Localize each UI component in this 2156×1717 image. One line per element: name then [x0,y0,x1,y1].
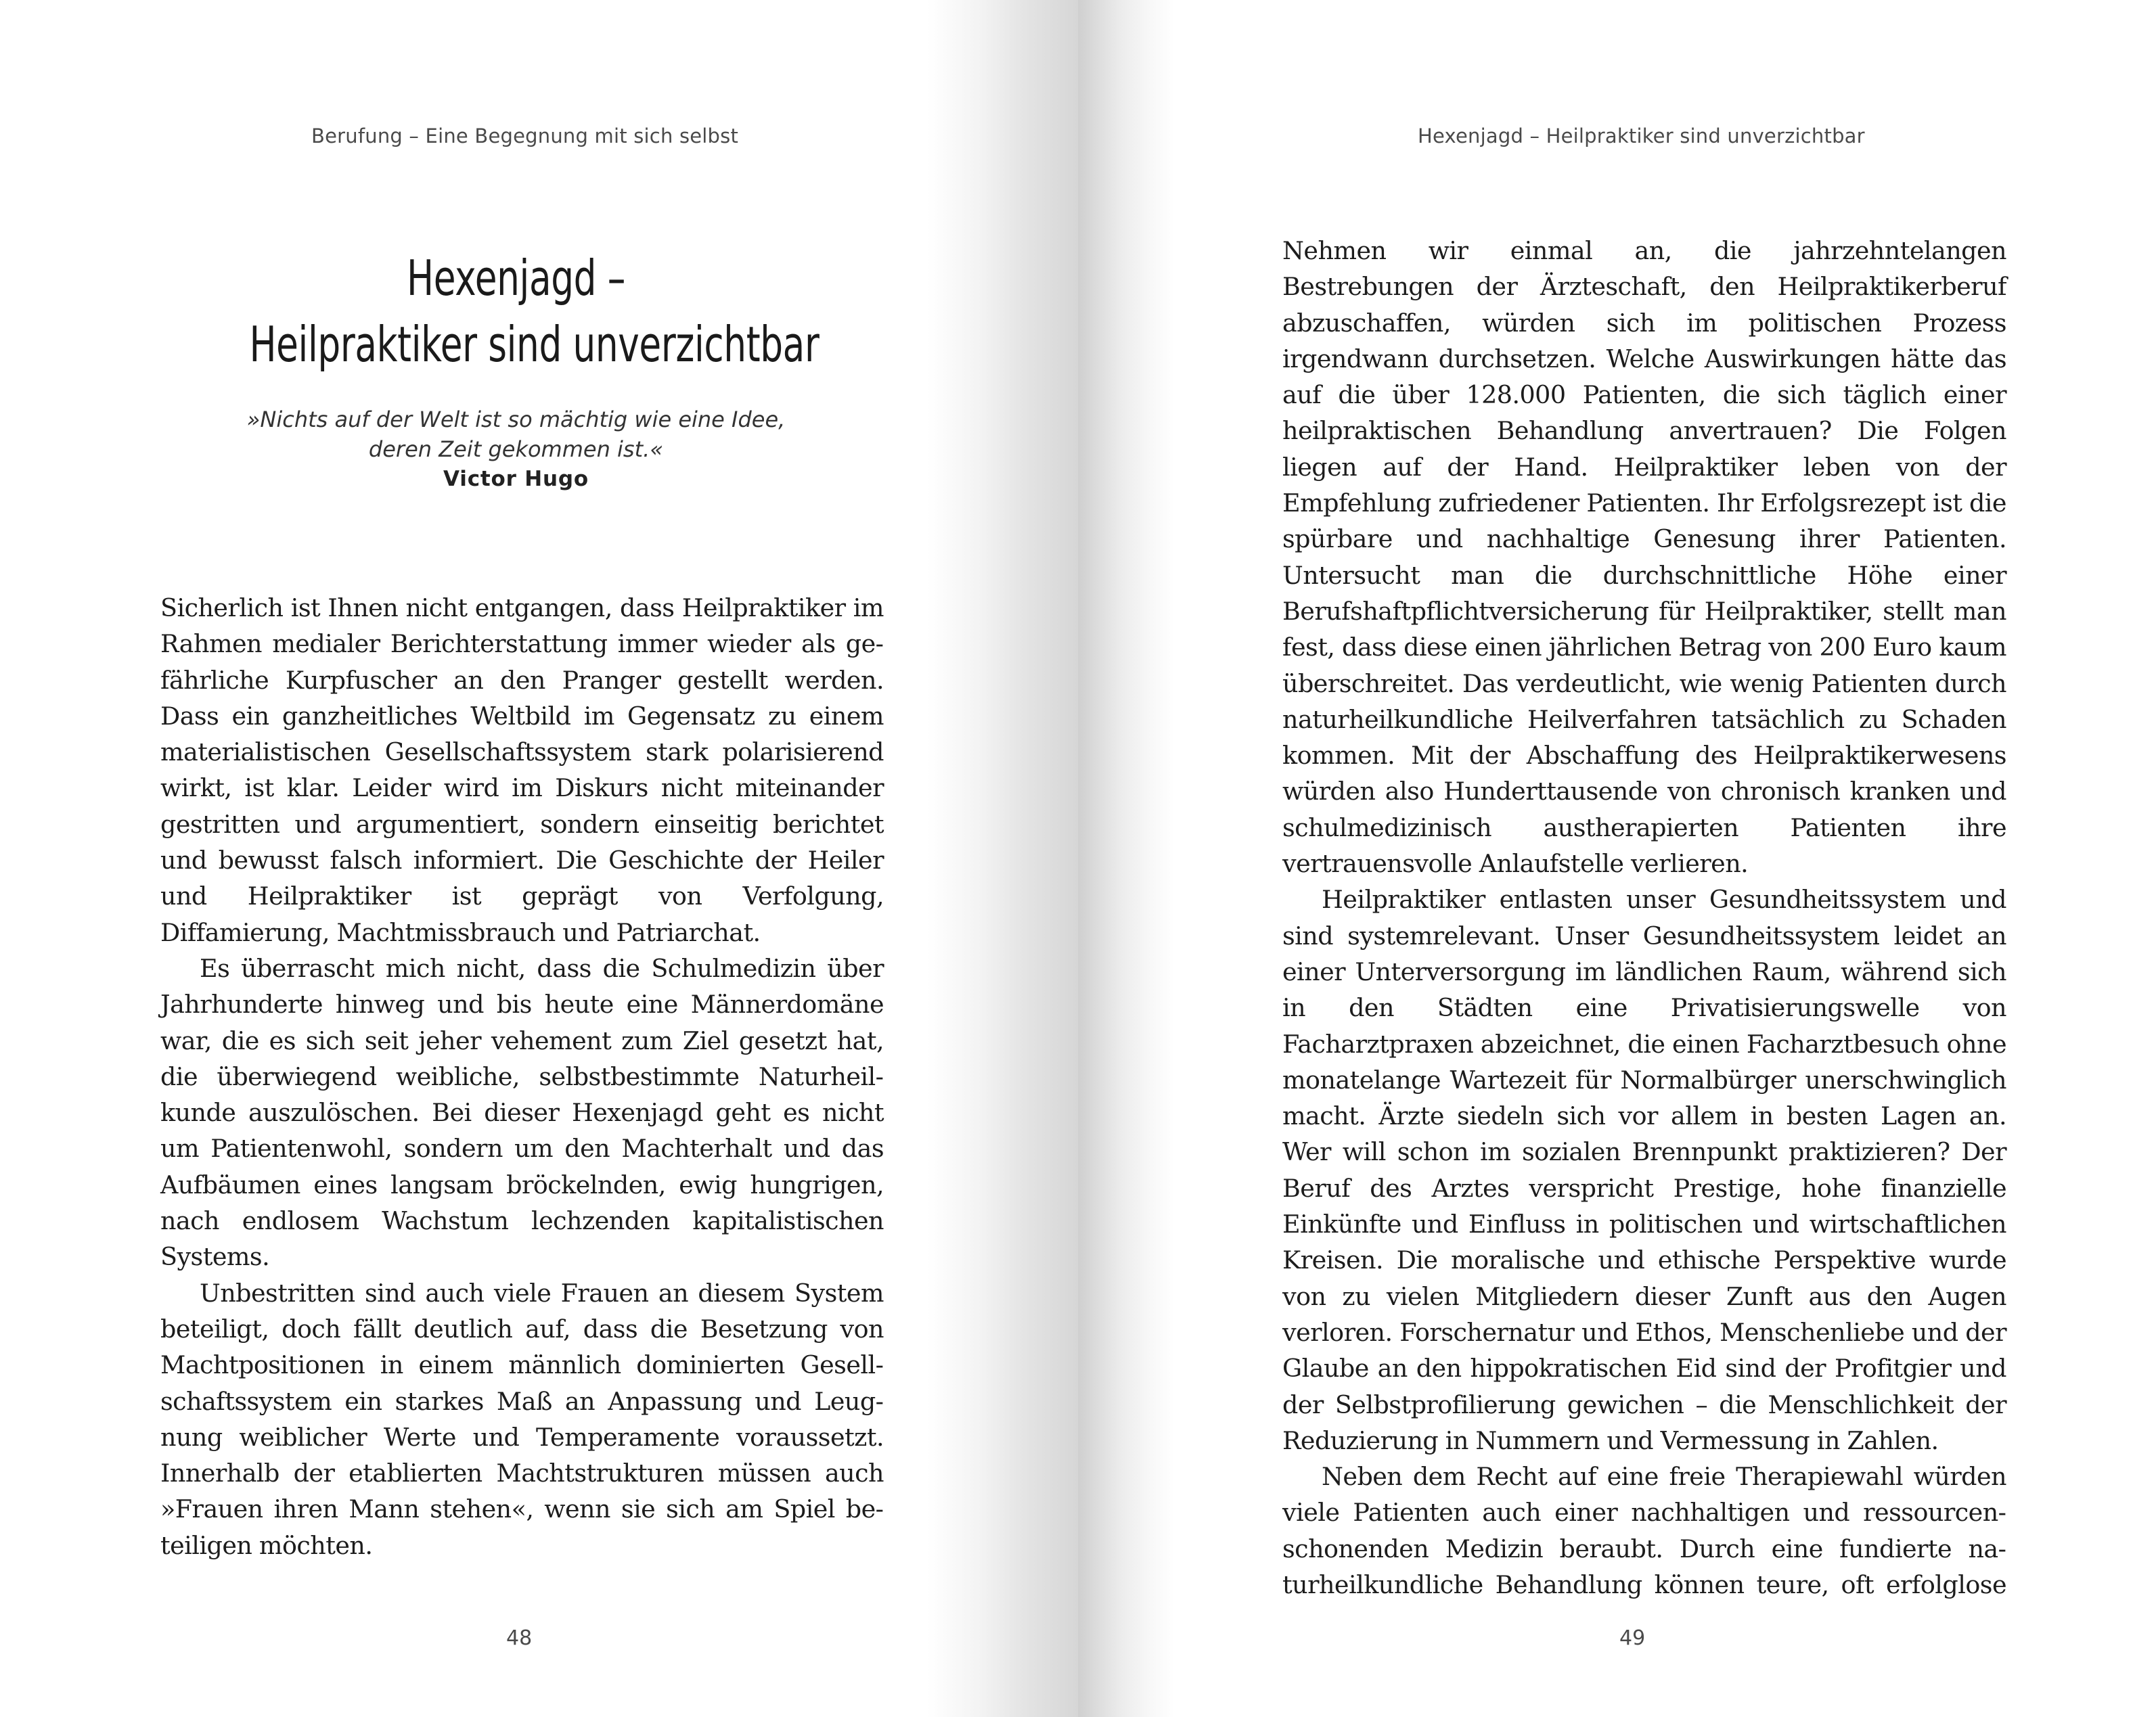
chapter-title [249,245,819,377]
epigraph [156,405,876,494]
paragraph: Nehmen wir einmal an, die jahrzehntelangen Bestrebungen der Ärzteschaft, den Heilpraktikerberuf abzuschaffen, würden sich im politischen Prozess irgendwann durchsetzen. Welche Auswirkungen hätte das auf die über 128.000 Patienten, die sich täglich einer heilpraktischen Behandlung anvertrauen? Die Folgen liegen auf der Hand. Heilpraktiker leben von der Empfehlung zufriedener Patienten. Ihr Erfolgsrezept ist die spürbare und nachhaltige Genesung ihrer Patienten. Untersucht man die durchschnittliche Höhe einer Berufshaftpflichtversicherung für Heilpraktiker, stellt man fest, dass diese einen jährlichen Betrag von 200 Euro kaum überschreitet. Das verdeutlicht, wie wenig Patienten durch naturheilkundliche Heilverfahren tatsächlich zu Schaden kommen. Mit der Abschaffung des Heilpraktikerwesens würden also Hunderttausende von chronisch kranken und schulmedizinisch austherapierten Patienten ihre vertrauensvolle Anlaufstelle verlieren. [1282,236,2006,879]
body-text [160,590,884,1563]
paragraph: Neben dem Recht auf eine freie Therapiewahl würden viele Patienten auch einer nachhaltigen und ressourcenschonenden Medizin beraubt. Durch eine fundierte naturheilkundliche Behandlung können teure, oft erfolglose [1282,1462,2006,1599]
paragraph: Es überrascht mich nicht, dass die Schulmedizin über Jahrhunderte hinweg und bis heute eine Männerdomäne war, die es sich seit jeher vehement zum Ziel gesetzt hat, die überwiegend weibliche, selbstbestimmte Naturheilkunde auszulöschen. Bei dieser Hexenjagd geht es nicht um Patientenwohl, sondern um den Machterhalt und das Aufbäumen eines langsam bröckelnden, ewig hungrigen, nach endlosem Wachstum lechzenden kapitalistischen Systems. [160,953,884,1272]
paragraph: Heilpraktiker entlasten unser Gesundheitssystem und sind systemrelevant. Unser Gesundheitssystem leidet an einer Unterversorgung im ländlichen Raum, während sich in den Städten eine Privatisierungswelle von Facharztpraxen abzeichnet, die einen Facharztbesuch ohne monatelange Wartezeit für Normalbürger unerschwinglich macht. Ärzte siedeln sich vor allem in besten Lagen an. Wer will schon im sozialen Brennpunkt praktizieren? Der Beruf des Arztes verspricht Prestige, hohe finanzielle Einkünfte und Einfluss in politischen und wirtschaftlichen Kreisen. Die moralische und ethische Perspektive wurde von zu vielen Mitgliedern dieser Zunft aus den Augen verloren. Forschernatur und Ethos, Menschenliebe und der Glaube an den hippokratischen Eid sind der Profitgier und der Selbstprofilierung gewichen – die Menschlichkeit der Reduzierung in Nummern und Vermessung in Zahlen. [1282,885,2006,1455]
page-number: 49 [1619,1626,1646,1650]
paragraph: Sicherlich ist Ihnen nicht entgangen, dass Heilpraktiker im Rahmen medialer Berichterstattung immer wieder als gefährliche Kurpfuscher an den Pranger gestellt werden. Dass ein ganzheitliches Weltbild im Gegensatz zu einem materialistischen Gesellschaftssystem stark polarisierend wirkt, ist klar. Leider wird im Diskurs nicht miteinander gestritten und argumentiert, sondern einseitig berichtet und bewusst falsch informiert. Die Geschichte der Heiler und Heilpraktiker ist geprägt von Verfolgung, Diffamierung, Machtmissbrauch und Patriarchat. [160,593,884,947]
right-page [1078,0,2156,1717]
running-head: Hexenjagd – Heilpraktiker sind unverzichtbar [1418,124,1865,147]
paragraph: Unbestritten sind auch viele Frauen an diesem System beteiligt, doch fällt deutlich auf, dass die Besetzung von Machtpositionen in einem männlich dominierten Gesellschaftssystem ein starkes Maß an Anpassung und Leugnung weiblicher Werte und Temperamente voraussetzt. Innerhalb der etablierten Machtstrukturen müssen auch »Frauen ihren Mann stehen«, wenn sie sich am Spiel beteiligen möchten. [160,1278,884,1560]
page-number: 48 [506,1626,533,1650]
running-head: Berufung – Eine Begegnung mit sich selbst [311,124,739,147]
body-text [1282,233,2006,1603]
epigraph-quote-line: deren Zeit gekommen ist.« [368,436,664,462]
epigraph-author: Victor Hugo [443,467,589,491]
chapter-title-line: Hexenjagd – [407,250,625,306]
chapter-title-line: Heilpraktiker sind unverzichtbar [249,316,819,373]
epigraph-quote-line: »Nichts auf der Welt ist so mächtig wie eine Idee, [246,407,786,432]
